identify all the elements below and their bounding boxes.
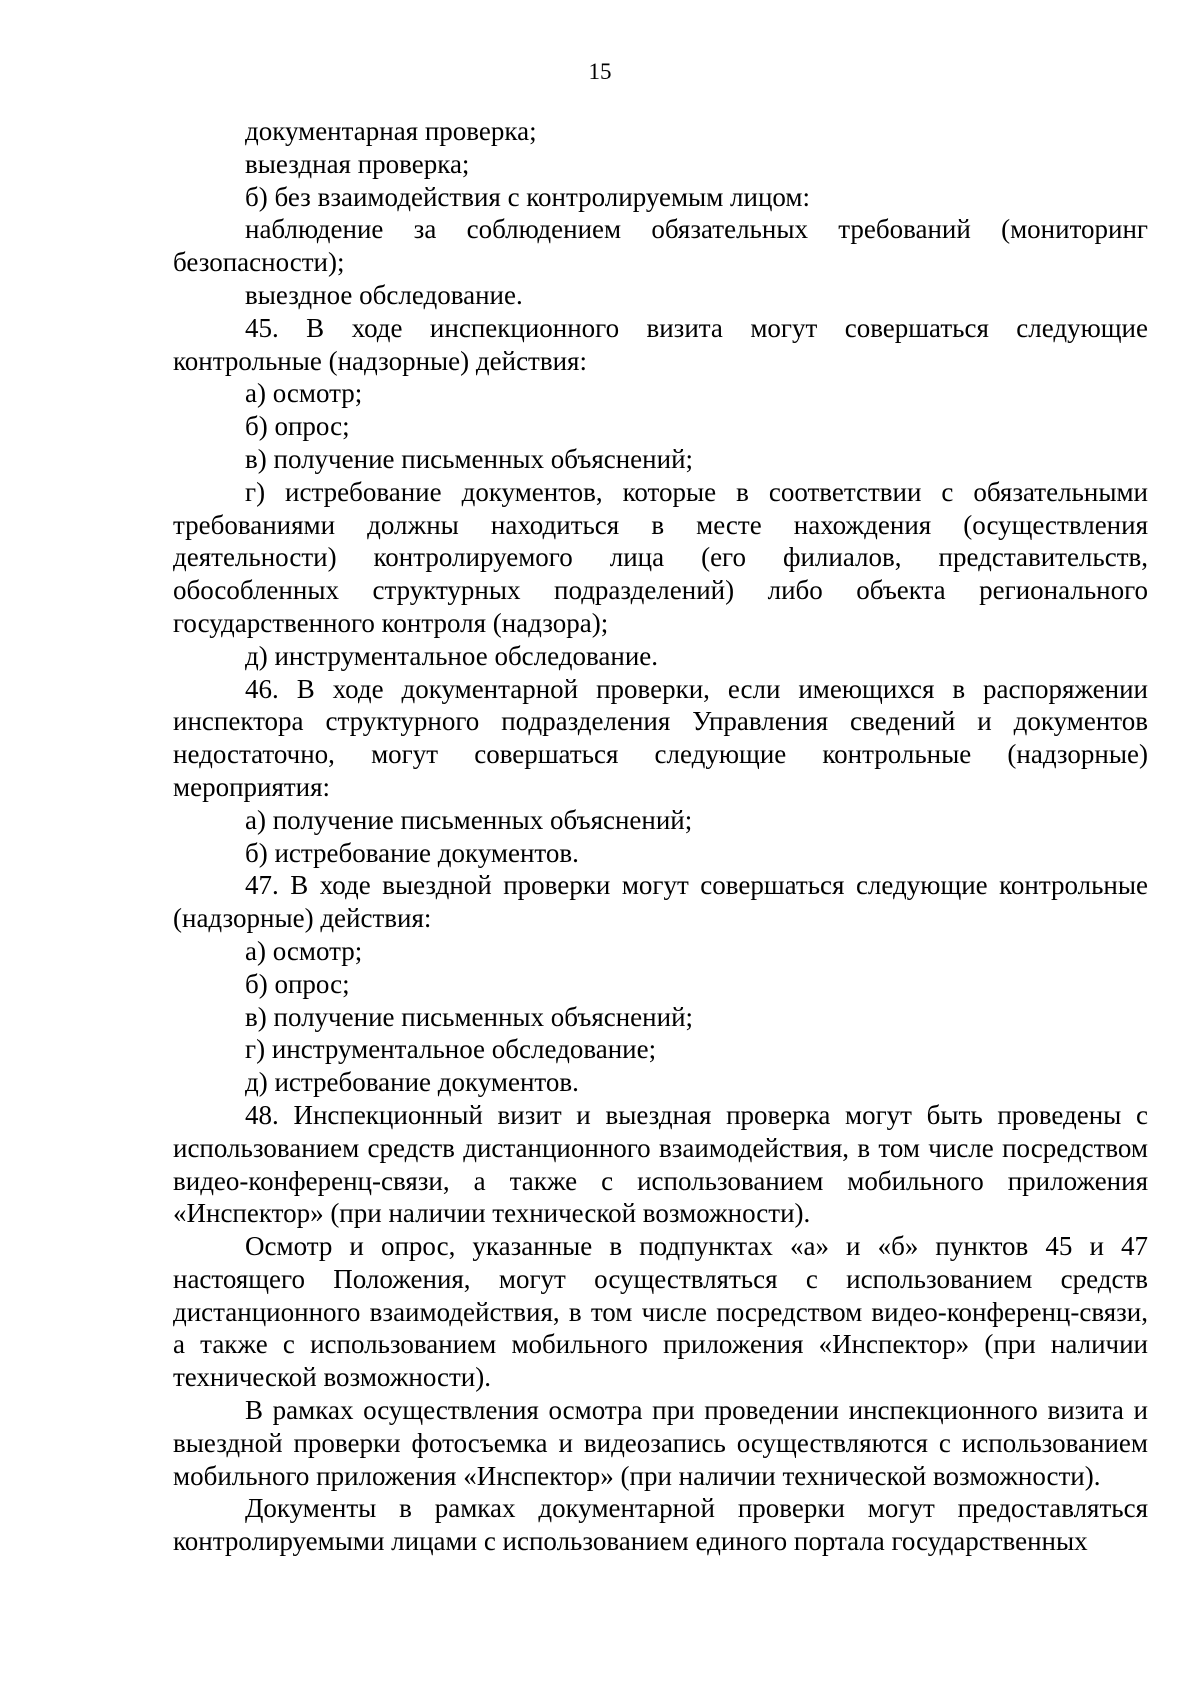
paragraph: в) получение письменных объяснений;	[245, 1001, 694, 1032]
paragraph: Осмотр и опрос, указанные в подпунктах «а» и «б» пунктов 45 и 47 настоящего Положения, могут осуществляться с использованием средств дистанционного взаимодействия, в том числе посредством видео-конференц-связи, а также с использованием мобильного приложения «Инспектор» (при наличии технической возможности).	[173, 1231, 1148, 1393]
paragraph-item-48: 48. Инспекционный визит и выездная проверка могут быть проведены с использованием средств дистанционного взаимодействия, в том числе посредством видео-конференц-связи, а также с использованием мобильного приложения «Инспектор» (при наличии технической возможности).	[173, 1099, 1148, 1229]
paragraph: наблюдение за соблюдением обязательных требований (мониторинг безопасности);	[173, 214, 1148, 278]
paragraph: б) без взаимодействия с контролируемым лицом:	[245, 181, 810, 212]
paragraph: д) истребование документов.	[245, 1067, 579, 1098]
paragraph: документарная проверка;	[245, 116, 537, 146]
paragraph-item-47: 47. В ходе выездной проверки могут совершаться следующие контрольные (надзорные) действия:	[173, 870, 1148, 934]
document-body	[173, 115, 1148, 1558]
paragraph: Документы в рамках документарной проверки могут предоставляться контролируемыми лицами с использованием единого портала государственных	[173, 1493, 1148, 1557]
paragraph-item-45: 45. В ходе инспекционного визита могут совершаться следующие контрольные (надзорные) действия:	[173, 312, 1148, 376]
paragraph: г) инструментальное обследование;	[245, 1034, 657, 1065]
paragraph: д) инструментальное обследование.	[245, 640, 659, 671]
paragraph: выездное обследование.	[245, 279, 523, 310]
paragraph: В рамках осуществления осмотра при проведении инспекционного визита и выездной проверки фотосъемка и видеозапись осуществляются с использованием мобильного приложения «Инспектор» (при наличии технической возможности).	[173, 1395, 1148, 1491]
paragraph: а) осмотр;	[245, 935, 363, 966]
paragraph: а) осмотр;	[245, 378, 363, 409]
paragraph: б) опрос;	[245, 968, 350, 999]
page-number: 15	[588, 59, 612, 84]
paragraph-item-46: 46. В ходе документарной проверки, если имеющихся в распоряжении инспектора структурного подразделения Управления сведений и документов недостаточно, могут совершаться следующие контрольные (надзорные) мероприятия:	[173, 673, 1148, 802]
paragraph: выездная проверка;	[245, 148, 470, 179]
paragraph: б) опрос;	[245, 411, 350, 442]
paragraph: г) истребование документов, которые в соответствии с обязательными требованиями должны находиться в месте нахождения (осуществления деятельности) контролируемого лица (его филиалов, представительств, обособленных структурных подразделений) либо объекта регионального государственного контроля (надзора);	[173, 476, 1148, 638]
paragraph: в) получение письменных объяснений;	[245, 443, 694, 474]
paragraph: б) истребование документов.	[245, 837, 579, 868]
paragraph: а) получение письменных объяснений;	[245, 804, 693, 835]
